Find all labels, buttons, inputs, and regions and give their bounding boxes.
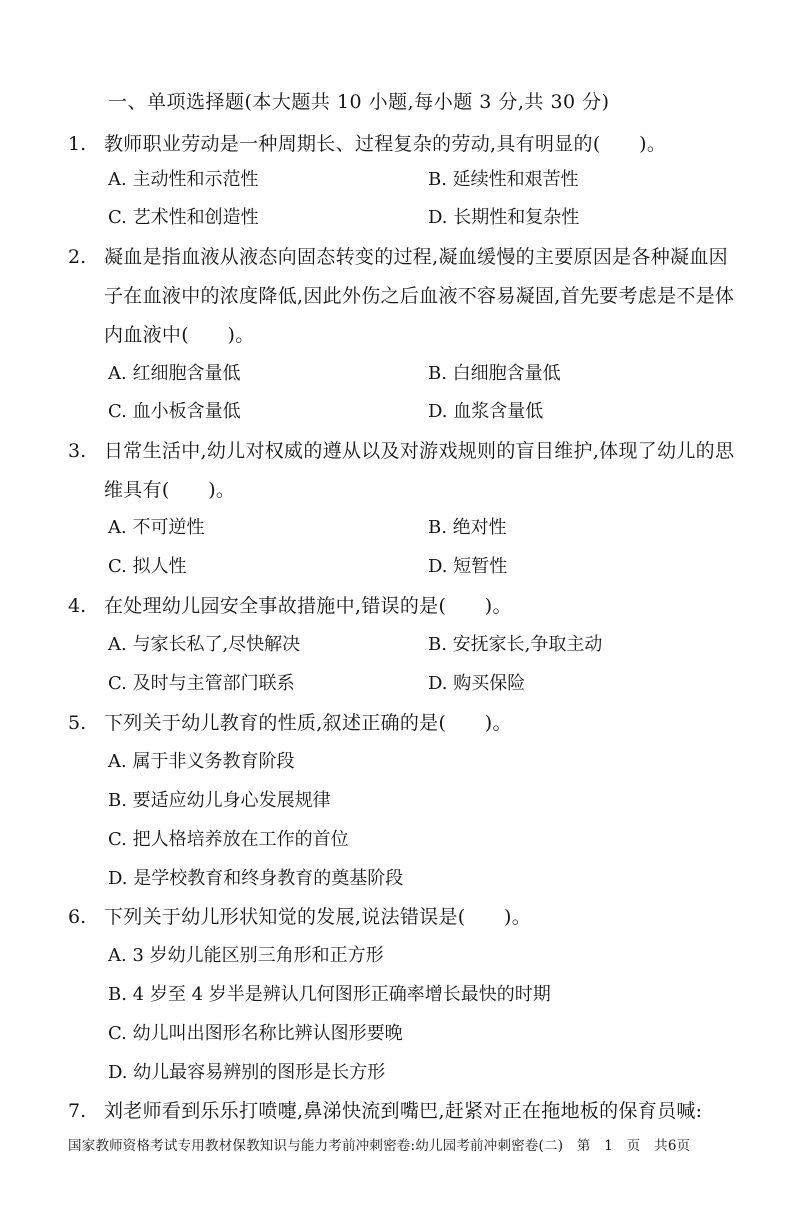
question-5-text: 下列关于幼儿教育的性质,叙述正确的是( )。	[104, 712, 512, 734]
question-6-number: 6.	[68, 906, 87, 928]
question-5-option-b: B. 要适应幼儿身心发展规律	[108, 790, 331, 811]
question-6-option-c: C. 幼儿叫出图形名称比辨认图形要晚	[108, 1023, 403, 1044]
question-3-number: 3.	[68, 440, 87, 462]
question-1-option-d: D. 长期性和复杂性	[428, 207, 580, 228]
question-1-option-b: B. 延续性和艰苦性	[428, 169, 579, 190]
question-1-option-c: C. 艺术性和创造性	[108, 207, 259, 228]
section-title: 一、单项选择题(本大题共 10 小题,每小题 3 分,共 30 分)	[108, 91, 610, 113]
question-3-option-c: C. 拟人性	[108, 556, 187, 577]
question-6-option-b: B. 4 岁至 4 岁半是辨认几何图形正确率增长最快的时期	[108, 984, 551, 1005]
question-3-text-line-2: 维具有( )。	[104, 479, 236, 501]
question-2-option-d: D. 血浆含量低	[428, 401, 544, 422]
question-3-text-line-1: 日常生活中,幼儿对权威的遵从以及对游戏规则的盲目维护,体现了幼儿的思	[104, 440, 735, 462]
question-6-option-a: A. 3 岁幼儿能区别三角形和正方形	[108, 945, 384, 966]
question-3-option-d: D. 短暂性	[428, 556, 508, 577]
question-4-number: 4.	[68, 595, 87, 617]
question-4-option-d: D. 购买保险	[428, 673, 526, 694]
question-7-text: 刘老师看到乐乐打喷嚏,鼻涕快流到嘴巴,赶紧对正在拖地板的保育员喊:	[104, 1100, 703, 1122]
question-6-text: 下列关于幼儿形状知觉的发展,说法错误是( )。	[104, 906, 532, 928]
question-1-text: 教师职业劳动是一种周期长、过程复杂的劳动,具有明显的( )。	[104, 133, 667, 155]
question-3-option-a: A. 不可逆性	[108, 517, 205, 538]
question-2-option-b: B. 白细胞含量低	[428, 363, 561, 384]
question-4-option-a: A. 与家长私了,尽快解决	[108, 634, 301, 655]
question-4-text: 在处理幼儿园安全事故措施中,错误的是( )。	[104, 595, 512, 617]
question-5-option-d: D. 是学校教育和终身教育的奠基阶段	[108, 868, 404, 889]
question-2-number: 2.	[68, 246, 87, 268]
question-1-number: 1.	[68, 133, 87, 155]
question-4-option-b: B. 安抚家长,争取主动	[428, 634, 603, 655]
question-2-text-line-3: 内血液中( )。	[104, 324, 255, 346]
question-2-text-line-1: 凝血是指血液从液态向固态转变的过程,凝血缓慢的主要原因是各种凝血因	[104, 246, 728, 268]
page-footer: 国家教师资格考试专用教材保教知识与能力考前冲刺密卷:幼儿园考前冲刺密卷(二) 第 1 页 共6页	[68, 1138, 691, 1154]
question-3-option-b: B. 绝对性	[428, 517, 507, 538]
question-5-option-a: A. 属于非义务教育阶段	[108, 751, 295, 772]
question-2-option-c: C. 血小板含量低	[108, 401, 241, 422]
question-1-option-a: A. 主动性和示范性	[108, 169, 259, 190]
question-4-option-c: C. 及时与主管部门联系	[108, 673, 295, 694]
question-2-option-a: A. 红细胞含量低	[108, 363, 241, 384]
question-5-number: 5.	[68, 712, 87, 734]
question-6-option-d: D. 幼儿最容易辨别的图形是长方形	[108, 1062, 386, 1083]
question-7-number: 7.	[68, 1100, 87, 1122]
question-2-text-line-2: 子在血液中的浓度降低,因此外伤之后血液不容易凝固,首先要考虑是不是体	[104, 285, 735, 307]
question-5-option-c: C. 把人格培养放在工作的首位	[108, 829, 349, 850]
